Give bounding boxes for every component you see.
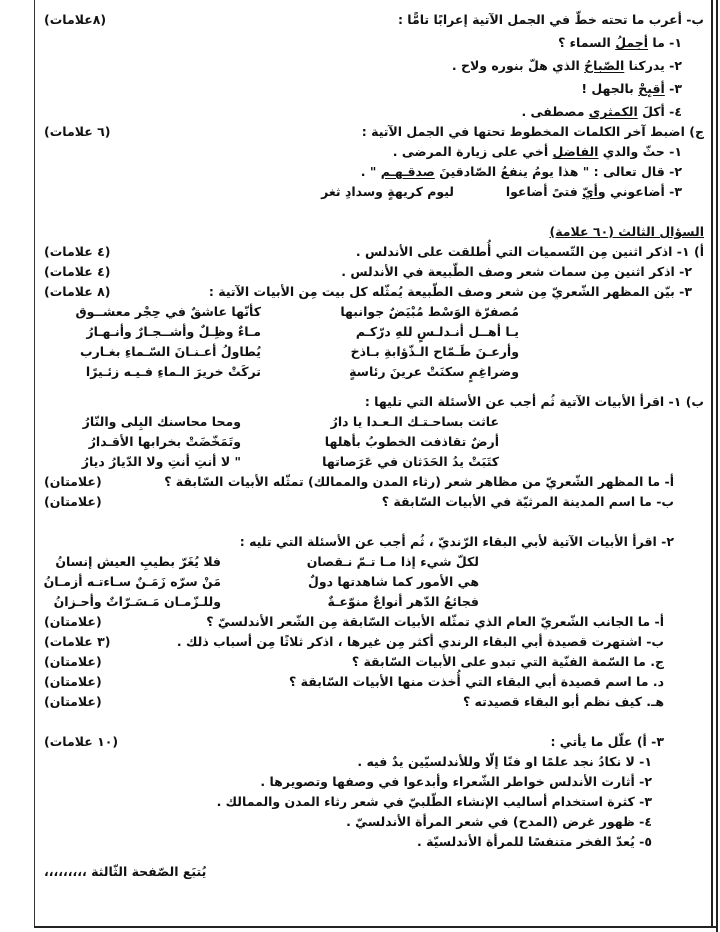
q3-c3-item-row [44, 812, 704, 832]
part-c-marks: (٦ علامات) [44, 124, 111, 139]
q3-b2-question-marks: (علامتان) [44, 694, 102, 709]
q3-b2-question: ب- اشتهرت قصيدة أبي البقاء الرندي أكثر مِن غيرها ، اذكر ثلاثًا مِن أسباب ذلك . [176, 634, 664, 649]
part-c-item: ٣- أضاعوني وأيّ فتىً أضاعوا ليوم كريهةٍ وسدادِ ثغر [44, 182, 704, 202]
verse-left: تركَتْ خريرَ الـماءِ فـيـه زئـيرًا [85, 364, 261, 379]
exam-page [44, 10, 704, 882]
verse [44, 452, 704, 472]
question-3-title: السؤال الثالث (٦٠ علامة) [549, 224, 704, 239]
q3-a-2: ٢- اذكر اثنين مِن سمات شعر وصف الطّبيعة في الأندلس . [341, 264, 692, 279]
verse-left: مـاءٌ وظِـلٌ وأشــجـارٌ وأنـهـارُ [86, 324, 261, 339]
q3-a-1-marks: (٤ علامات) [44, 244, 111, 259]
q3-a-3: ٣- بيّن المظهر الشّعريّ مِن شعر وصف الطّبيعة يُمثّله كل بيت مِن الأبيات الآتية : [208, 284, 692, 299]
verse-left: وتَمَخّضَتْ بخرابها الأقـدارُ [88, 434, 241, 449]
page-border-bottom [34, 926, 718, 928]
verse-left: فلا يُغَرّ بطيبِ العيش إنسانُ [55, 554, 221, 569]
part-b-item: ٢- يدركنا الصّباحُ الذي هلّ بنوره ولاح . [451, 58, 682, 73]
part-c-item: ٢- قال تعالى : " هذا يومُ ينفعُ الصّادقينَ صدقـهـم " . [360, 164, 682, 179]
q3-b2-question-row [44, 612, 704, 632]
verse-right: أرضٌ تقاذفت الخطوبُ بأهلها [324, 434, 499, 449]
page-border-right-outer [716, 0, 718, 932]
part-b-item: ٤- أكلَ الكمثرى مصطفى . [521, 104, 682, 119]
verse-right: يـا أهــل أنـدلـسٍ للهِ درّكـم [355, 324, 519, 339]
verse-right: وأرعـنَ طَـمّاح الـذّؤابةِ بـاذخ [350, 344, 519, 359]
q3-b1-question-marks: (علامتان) [44, 494, 102, 509]
q3-a-1: أ) ١- اذكر اثنين مِن التّسميات التي أُطلقت على الأندلس . [355, 244, 704, 259]
q3-b2-title: ٢- اقرأ الأبيات الآتية لأبي البقاء الرّنديّ ، ثُم أجب عن الأسئلة التي تليه : [239, 534, 674, 549]
q3-b1-question-row [44, 472, 704, 492]
part-c-header [44, 122, 704, 142]
page-border-right [711, 0, 713, 928]
q3-c3-item: ٣- كثرة استخدام أساليب الإنشاء الطّلبيّ في شعر رثاء المدن والممالك . [216, 794, 652, 809]
q3-b1-question-row [44, 492, 704, 512]
page-footer-continue: يُتبَع الصّفحة الثّالثة ،،،،،،،،، [44, 864, 207, 879]
q3-c3-item-row [44, 832, 704, 852]
q3-a-2-marks: (٤ علامات) [44, 264, 111, 279]
verse-right: هي الأمور كما شاهدتها دولٌ [308, 574, 479, 589]
q3-c3-item: ١- لا نكادُ نجد علمًا او فنًا إلّا وللأندلسيّين يدٌ فيه . [357, 754, 652, 769]
verse-left: ومحا محاسنك البِلى والنّارُ [82, 414, 241, 429]
part-b-title: ب- أعرب ما تحته خطّ في الجمل الآتية إعرابًا تامًّا : [397, 12, 704, 27]
part-c-title: ج) اضبط آخر الكلمات المخطوط تحتها في الجمل الآتية : [361, 124, 704, 139]
verse-left: مَنْ سرّه زَمَـنٌ سـاءتـه أزمـانُ [43, 574, 221, 589]
verse [44, 362, 704, 382]
page-footer-row [44, 862, 704, 882]
verse [44, 592, 704, 612]
q3-c3-item-row [44, 772, 704, 792]
verse-left: وللـزّمـان مَـسَـرّاتٌ وأحـزانُ [53, 594, 221, 609]
part-c-item-second-hemistich: ليوم كريهةٍ وسدادِ ثغر [321, 184, 454, 199]
q3-b2-header [44, 532, 704, 552]
part-b-item: ١- ما أجملُ السماء ؟ [558, 35, 682, 50]
q3-a-1-row [44, 242, 704, 262]
q3-c3-item: ٢- أثارت الأندلس خواطر الشّعراء وأبدعوا في وصفها وتصويرها . [260, 774, 652, 789]
verse [44, 342, 704, 362]
q3-b2-question: ج. ما السّمة الفنّية التي تبدو على الأبيات السّابقة ؟ [351, 654, 664, 669]
q3-c3-marks: (١٠ علامات) [44, 734, 119, 749]
q3-c3-title: ٣- أ) علّل ما يأتي : [550, 734, 664, 749]
verse [44, 432, 704, 452]
verse-right: كتَبَتْ يدُ الحَدَثان في عَرَصاتها [322, 454, 499, 469]
q3-b2-question-row [44, 672, 704, 692]
q3-c3-header [44, 732, 704, 752]
q3-b2-question-marks: (علامتان) [44, 654, 102, 669]
verse [44, 302, 704, 322]
verse-right: وضراغِمٍ سكنَتْ عرينَ رئاسةٍ [349, 364, 519, 379]
q3-b2-question: د. ما اسم قصيدة أبي البقاء التي أُخذت منها الأبيات السّابقة ؟ [289, 674, 664, 689]
verse [44, 412, 704, 432]
q3-b2-question-marks: (علامتان) [44, 614, 102, 629]
q3-b2-question-row [44, 692, 704, 712]
verse [44, 572, 704, 592]
q3-c3-item: ٤- ظهور غرض (المدح) في شعر المرأة الأندلسيّ . [346, 814, 652, 829]
verse [44, 552, 704, 572]
q3-a-3-row [44, 282, 704, 302]
q3-b2-question-marks: (علامتان) [44, 674, 102, 689]
q3-a-3-marks: (٨ علامات) [44, 284, 111, 299]
q3-b1-header [44, 392, 704, 412]
q3-b2-question: أ- ما الجانب الشّعريّ العام الذي تمثّله الأبيات السّابقة مِن الشّعر الأندلسيّ ؟ [206, 614, 664, 629]
q3-b2-question-marks: (٣ علامات) [44, 634, 111, 649]
q3-b1-question: ب- ما اسم المدينة المرثيّة في الأبيات السّابقة ؟ [381, 494, 674, 509]
part-b-item: ٣- أقبِحْ بالجهل ! [581, 81, 682, 96]
verse [44, 322, 704, 342]
verse-right: مُصفرّة الوَسْط مُبْيَضٌ جوانبها [340, 304, 519, 319]
q3-b2-question-row [44, 652, 704, 672]
part-b-marks: (٨علامات) [44, 12, 107, 27]
verse-right: لكلّ شيء إذا مـا تـمّ نـقصان [306, 554, 479, 569]
q3-c3-item-row [44, 752, 704, 772]
verse-left: يُطاولُ أعـنـانَ السّـماءِ بغـارب [80, 344, 261, 359]
q3-b1-question-marks: (علامتان) [44, 474, 102, 489]
verse-right: فجائعُ الدّهر أنواعٌ منوّعـةٌ [327, 594, 479, 609]
q3-a-2-row [44, 262, 704, 282]
part-b-header [44, 10, 704, 30]
q3-b2-question: هـ. كيف نظم أبو البقاء قصيدته ؟ [462, 694, 664, 709]
question-3-header [44, 222, 704, 242]
q3-b2-question-row [44, 632, 704, 652]
q3-b1-question: أ- ما المظهر الشّعريّ من مظاهر شعر (رثاء المدن والممالك) تمثّله الأبيات السّابقة ؟ [164, 474, 674, 489]
q3-c3-item-row [44, 792, 704, 812]
verse-left: كأنّها عاشقٌ في حِجْر معشــوق [75, 304, 261, 319]
q3-b1-title: ب) ١- اقرأ الأبيات الآتية ثُم أجب عن الأسئلة التي تليها : [364, 394, 704, 409]
verse-left: " لا أنتِ أنتِ ولا الدّيارُ ديارُ [81, 454, 241, 469]
q3-c3-item: ٥- يُعدّ الفخر متنفسًا للمرأة الأندلسيّة . [417, 834, 652, 849]
part-c-item: ١- حثّ والدي الفاضل أخي على زيارة المرضى . [392, 144, 682, 159]
verse-right: عاثت بساحـتـك الـعـدا يا دارُ [330, 414, 499, 429]
